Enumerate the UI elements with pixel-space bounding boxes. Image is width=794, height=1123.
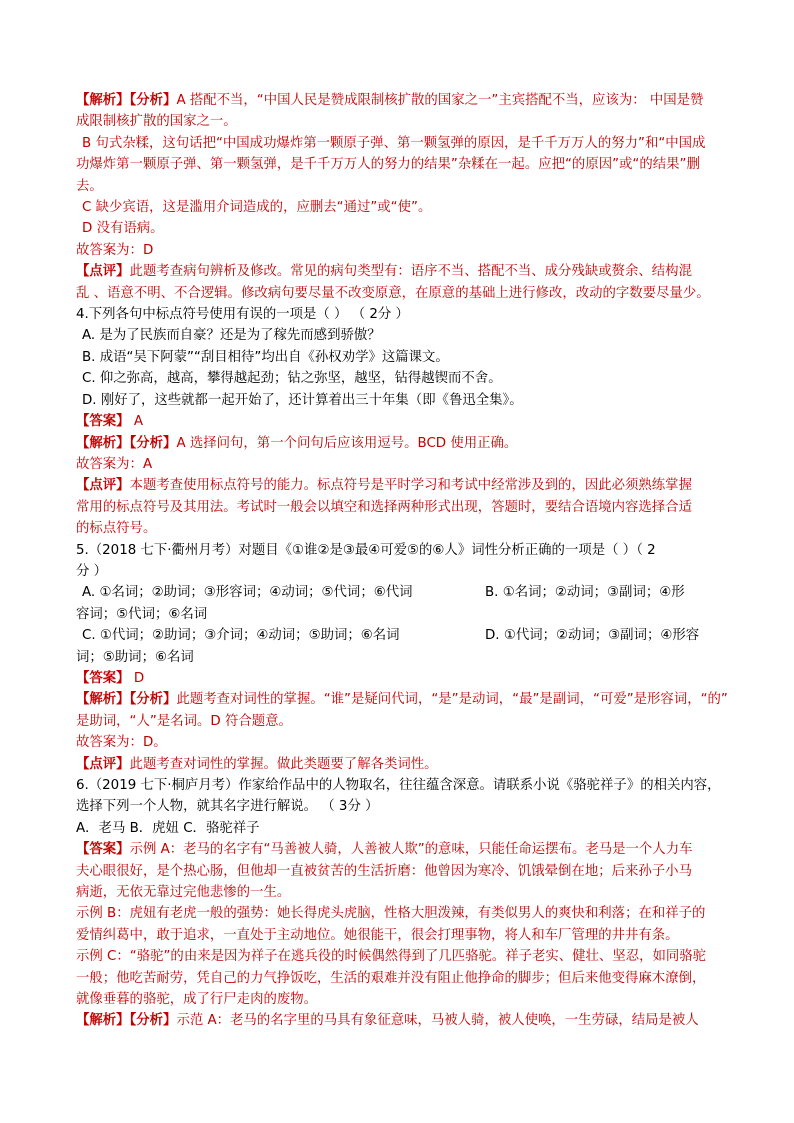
question-6-answer xyxy=(76,839,736,860)
answer-text: 示例 A：老马的名字有“马善被人骑，人善被人欺”的意味，只能任命运摆布。老马是一个人力车 xyxy=(129,842,693,858)
analysis-text: 是助词，“人”是名词。D 符合题意。 xyxy=(76,713,292,729)
analysis-tag: 【解析】 xyxy=(76,93,130,108)
question-6-analysis xyxy=(76,1010,736,1031)
analysis-text: C 缺少宾语，这是滥用介词造成的，应删去“通过”或“使”。 xyxy=(82,200,432,216)
comment-text: 此题考查对词性的掌握。做此类题要了解各类词性。 xyxy=(129,756,438,772)
question-5-comment xyxy=(76,754,736,775)
comment-tag: 【点评】 xyxy=(76,264,130,280)
question-5-stem: 5.（2018 七下·衢州月考）对题目《①谁②是③最④可爱⑤的⑥人》词性分析正确的一项是（ ）（ 2 xyxy=(76,542,656,558)
comment-text: 常用的标点符号及其用法。考试时一般会以填空和选择两种形式出现，答题时，要结合语境内容选择合适 xyxy=(76,499,692,515)
answer-text: 夫心眼很好，是个热心肠，但他却一直被贫苦的生活折磨：他曾因为寒冷、饥饿晕倒在地；后来孙子小马 xyxy=(76,863,692,879)
question-6-stem: 6.（2019 七下·桐庐月考）作家给作品中的人物取名，往往蕴含深意。请联系小说《骆驼祥子》的相关内容， xyxy=(76,778,721,793)
question-6-options: A．老马 B．虎妞 C．骆驼祥子 xyxy=(76,820,260,836)
analysis-text: A 选择问句，第一个问句后应该用逗号。BCD 使用正确。 xyxy=(176,435,518,451)
analysis-sub-tag: 【分析】 xyxy=(129,692,177,708)
question-5-option-c: C. ①代词；②助词；③介词；④动词；⑤助词；⑥名词 xyxy=(82,628,400,644)
answer-conclusion: 故答案为：D xyxy=(76,242,154,258)
question-5-option-d-cont: 词；⑤助词；⑥名词 xyxy=(76,649,194,665)
comment-text: 乱 、语意不明、不合逻辑。修改病句要尽量不改变原意，在原意的基础上进行修改，改动的字数要尽量少。 xyxy=(76,285,710,301)
answer-text: 示例 B：虎妞有老虎一般的强势：她长得虎头虎脑，性格大胆泼辣，有类似男人的爽快和利落；在和祥子的 xyxy=(76,906,706,922)
comment-line xyxy=(76,261,736,282)
question-5-option-b-cont: 容词；⑤代词；⑥名词 xyxy=(76,606,208,622)
answer-tag: 【答案】 xyxy=(76,842,130,858)
question-4-option-b: B. 成语“吴下阿蒙”“刮目相待”均出自《孙权劝学》这篇课文。 xyxy=(82,349,449,365)
analysis-sub-tag: 【分析】 xyxy=(129,93,177,108)
question-5-option-d: D. ①代词；②动词；③副词；④形容 xyxy=(485,628,700,644)
analysis-tag: 【解析】 xyxy=(76,435,130,451)
analysis-text: B 句式杂糅，这句话把“中国成功爆炸第一颗原子弹、第一颗氢弹的原因，是千千万万人的努力”和“中国成 xyxy=(82,135,706,151)
question-4-analysis xyxy=(76,433,736,454)
comment-tag: 【点评】 xyxy=(76,478,130,494)
question-4-stem: 4.下列各句中标点符号使用有误的一项是（ ） （ 2分 ） xyxy=(76,307,409,323)
comment-tag: 【点评】 xyxy=(76,756,130,772)
question-4-option-a: A. 是为了民族而自豪？还是为了稼先而感到骄傲？ xyxy=(82,328,381,344)
analysis-text: D 没有语病。 xyxy=(82,221,164,237)
question-5-options-row xyxy=(76,625,736,646)
analysis-text: A 搭配不当，“中国人民是赞成限制核扩散的国家之一”主宾搭配不当，应该为： 中国是赞 xyxy=(176,93,704,108)
answer-value: A xyxy=(129,414,143,430)
question-5-answer xyxy=(76,668,736,689)
analysis-text: 此题考查对词性的掌握。“谁”是疑问代词，“是”是动词，“最”是副词，“可爱”是形容词，“的” xyxy=(176,692,728,708)
comment-text: 此题考查病句辨析及修改。常见的病句类型有：语序不当、搭配不当、成分残缺或赘余、结构混 xyxy=(129,264,692,280)
analysis-text: 去。 xyxy=(76,178,103,194)
question-4-answer xyxy=(76,411,736,432)
analysis-line xyxy=(76,90,736,111)
question-4-option-c: C. 仰之弥高，越高，攀得越起劲；钻之弥坚，越坚，钻得越锲而不舍。 xyxy=(82,371,502,387)
answer-conclusion: 故答案为：A xyxy=(76,456,153,472)
answer-text: 病逝，无依无靠过完他悲惨的一生。 xyxy=(76,885,291,901)
answer-text: 一般；他吃苦耐劳，凭自己的力气挣饭吃，生活的艰难并没有阻止他挣命的脚步；但后来他变得麻木潦倒， xyxy=(76,970,706,986)
question-5-option-a: A. ①名词；②助词；③形容词；④动词；⑤代词；⑥代词 xyxy=(82,585,413,601)
document-body xyxy=(76,90,736,1032)
answer-value: D xyxy=(129,670,145,686)
question-4-comment xyxy=(76,475,736,496)
answer-text: 就像垂暮的骆驼，成了行尸走肉的废物。 xyxy=(76,992,318,1008)
question-6-stem: 选择下列一个人物，就其名字进行解说。 （ 3分 ） xyxy=(76,799,379,815)
comment-text: 本题考查使用标点符号的能力。标点符号是平时学习和考试中经常涉及到的，因此必须熟练掌握 xyxy=(129,478,692,494)
answer-tag: 【答案】 xyxy=(76,670,130,686)
question-5-options-row xyxy=(76,582,736,603)
answer-tag: 【答案】 xyxy=(76,414,130,430)
analysis-text: 功爆炸第一颗原子弹、第一颗氢弹，是千千万万人的努力的结果”杂糅在一起。应把“的原因”或“的结果”删 xyxy=(76,157,700,173)
analysis-tag: 【解析】 xyxy=(76,1013,130,1029)
analysis-text: 示范 A：老马的名字里的马具有象征意味，马被人骑，被人使唤，一生劳碌，结局是被人 xyxy=(176,1013,699,1029)
question-5-analysis xyxy=(76,689,736,710)
analysis-sub-tag: 【分析】 xyxy=(129,435,177,451)
question-5-option-b: B. ①名词；②动词；③副词；④形 xyxy=(485,585,685,601)
question-5-stem: 分 ） xyxy=(76,563,108,579)
answer-conclusion: 故答案为：D。 xyxy=(76,735,167,751)
analysis-tag: 【解析】 xyxy=(76,692,130,708)
answer-text: 爱情纠葛中，敢于追求，一直处于主动地位。她很能干，很会打理事物，将人和车厂管理的井井有条。 xyxy=(76,927,679,943)
answer-text: 示例 C：“骆驼”的由来是因为祥子在逃兵役的时候偶然得到了几匹骆驼。祥子老实、健壮、坚忍，如同骆驼 xyxy=(76,949,707,965)
comment-text: 的标点符号。 xyxy=(76,521,157,537)
analysis-sub-tag: 【分析】 xyxy=(129,1013,177,1029)
question-4-option-d: D. 刚好了，这些就都一起开始了，还计算着出三十年集（即《鲁迅全集》。 xyxy=(82,392,523,408)
analysis-text: 成限制核扩散的国家之一。 xyxy=(76,114,237,130)
